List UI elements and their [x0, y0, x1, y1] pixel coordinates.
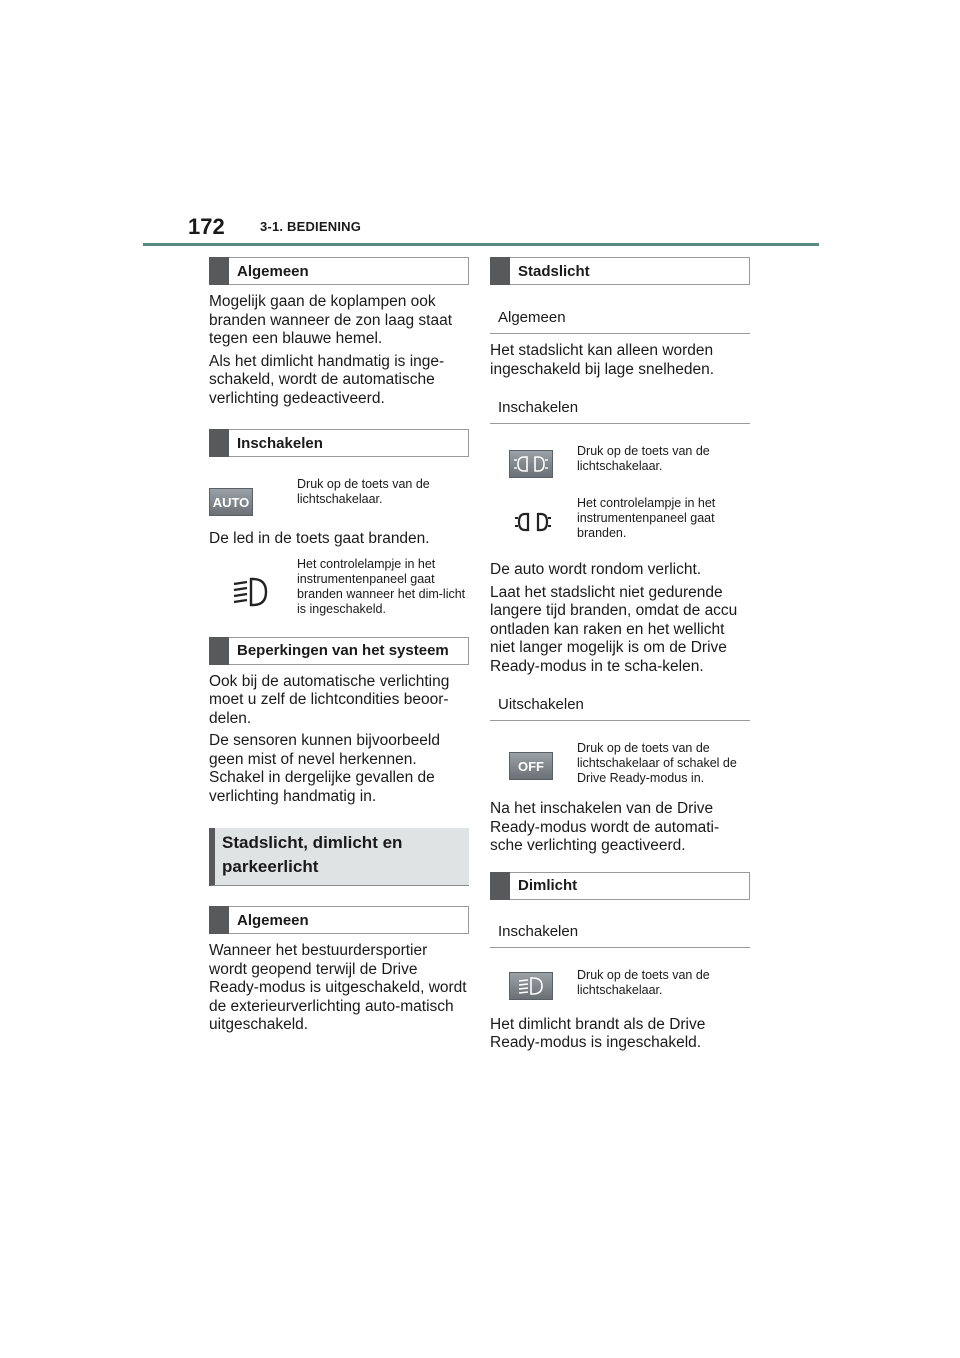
parking-indicator-row	[490, 496, 750, 541]
off-row	[490, 741, 750, 786]
heading-beperkingen: Beperkingen van het systeem	[209, 637, 469, 665]
parking-button-row	[490, 444, 750, 478]
paragraph: Het dimlicht brandt als de Drive Ready-modus is ingeschakeld.	[490, 1015, 706, 1051]
page-number: 172	[188, 214, 225, 239]
heading-dimlicht: Dimlicht	[490, 872, 750, 900]
low-beam-button-icon	[509, 972, 553, 1000]
icon-note: Druk op de toets van de lichtschakelaar.	[577, 444, 710, 473]
indicator-row	[209, 557, 469, 617]
icon-note: Het controlelampje in het instrumentenpaneel gaat branden wanneer het dim-licht is ingeschakeld.	[297, 556, 466, 616]
dim-row	[490, 968, 750, 1000]
major-heading: Stadslicht, dimlicht en parkeerlicht	[209, 828, 469, 886]
lights-off-button-icon: OFF	[509, 752, 553, 780]
icon-note: Druk op de toets van de lichtschakelaar.	[577, 967, 710, 997]
paragraph: Mogelijk gaan de koplampen ook branden wanneer de zon laag staat tegen een blauwe hemel.	[209, 293, 453, 347]
subheading-uitschakelen: Uitschakelen	[490, 676, 750, 721]
paragraph: Laat het stadslicht niet gedurende langere tijd branden, omdat de accu ontladen kan raken en het wellicht niet langer mogelijk is om de Drive Ready-modus in te scha-kelen.	[490, 583, 738, 675]
parking-light-button-icon	[509, 450, 553, 478]
paragraph: Wanneer het bestuurdersportier wordt geopend terwijl de Drive Ready-modus is uitgeschakeld, wordt de exterieurverlichting auto-matisch uitgeschakeld.	[209, 942, 467, 1033]
heading-inschakelen: Inschakelen	[209, 429, 469, 457]
paragraph: De auto wordt rondom verlicht.	[490, 561, 702, 578]
paragraph: Als het dimlicht handmatig is inge-schakeld, wordt de automatische verlichting gedeactiveerd.	[209, 352, 445, 407]
section-title: 3-1. BEDIENING	[260, 219, 362, 234]
heading-algemeen: Algemeen	[209, 257, 469, 285]
paragraph: De sensoren kunnen bijvoorbeeld geen mist of nevel herkennen. Schakel in dergelijke gevallen de verlichting handmatig in.	[209, 732, 440, 805]
heading-algemeen-2: Algemeen	[209, 906, 469, 934]
subheading-inschakelen: Inschakelen	[490, 379, 750, 424]
header-rule	[143, 243, 819, 246]
low-beam-indicator-icon	[231, 575, 269, 609]
icon-note: Het controlelampje in het instrumentenpaneel gaat branden.	[577, 496, 716, 540]
right-column	[490, 257, 750, 1053]
subheading-algemeen: Algemeen	[490, 285, 750, 334]
icon-note: Druk op de toets van de lichtschakelaar.	[297, 477, 430, 506]
parking-light-indicator-icon	[515, 512, 551, 532]
paragraph: Ook bij de automatische verlichting moet u zelf de lichtcondities beoor-delen.	[209, 672, 450, 727]
auto-row	[209, 477, 469, 516]
icon-note: Druk op de toets van de lichtschakelaar of schakel de Drive Ready-modus in.	[577, 741, 737, 785]
paragraph: Het stadslicht kan alleen worden ingeschakeld bij lage snelheden.	[490, 342, 715, 378]
left-column	[209, 257, 469, 1035]
paragraph: Na het inschakelen van de Drive Ready-modus wordt de automati-sche verlichting geactiveerd.	[490, 800, 720, 854]
heading-stadslicht: Stadslicht	[490, 257, 750, 285]
paragraph: De led in de toets gaat branden.	[209, 530, 430, 547]
auto-light-button-icon: AUTO	[209, 488, 253, 516]
subheading-inschakelen-2: Inschakelen	[490, 900, 750, 948]
